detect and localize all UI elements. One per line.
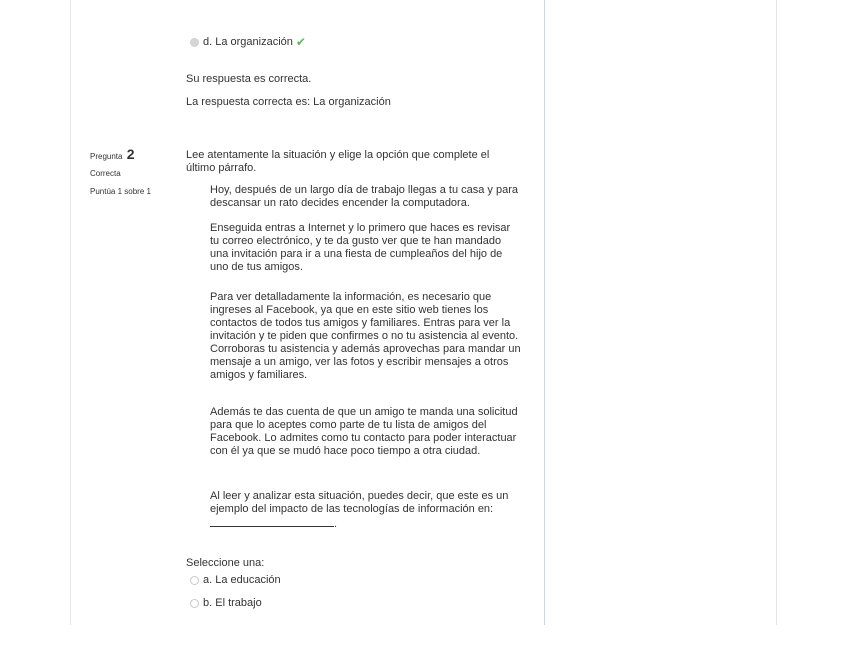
question-label: Pregunta xyxy=(90,152,123,161)
prev-option-d-label: d. La organización xyxy=(203,36,293,48)
checkmark-icon: ✔ xyxy=(295,35,306,49)
option-a[interactable] xyxy=(190,574,281,586)
scenario-paragraph-5-text: Al leer y analizar esta situación, puedes decir, que este es un ejemplo del impacto de las tecnologías de información en: xyxy=(210,490,509,515)
option-b[interactable] xyxy=(190,597,262,609)
question-status: Correcta xyxy=(90,169,121,178)
feedback-correct-answer: La respuesta correcta es: La organización xyxy=(186,96,391,108)
blank-end: . xyxy=(334,518,338,530)
right-column-border xyxy=(776,0,777,625)
question-number-value: 2 xyxy=(126,146,135,162)
scenario-paragraph-3: Para ver detalladamente la información, es necesario que ingreses al Facebook, ya que en este sitio web tienes los contactos de todos tus amigos y familiares. Entras para ver la invitación y te piden que confirmes o no tu asistencia al evento. Corroboras tu asistencia y además aprovechas para mandar un mensaje a un amigo, ver las fotos y escribir mensajes a otros amigos y familiares. xyxy=(210,291,521,381)
scenario-paragraph-4: Además te das cuenta de que un amigo te manda una solicitud para que lo aceptes como parte de tu lista de amigos del Facebook. Lo admites como tu contacto para poder interactuar con él ya que se mudó hace poco tiempo a otra ciudad. xyxy=(210,406,518,457)
question-number xyxy=(90,146,135,162)
prev-option-d[interactable] xyxy=(190,35,306,49)
question-prompt: Lee atentamente la situación y elige la opción que complete el último párrafo. xyxy=(186,149,490,174)
radio-selected-icon[interactable] xyxy=(190,38,199,47)
option-b-label: b. El trabajo xyxy=(203,597,262,609)
left-column-border xyxy=(70,0,71,625)
select-one-label: Seleccione una: xyxy=(186,557,265,569)
scenario-paragraph-1: Hoy, después de un largo día de trabajo llegas a tu casa y para descansar un rato decides encender la computadora. xyxy=(210,184,518,209)
feedback-status: Su respuesta es correcta. xyxy=(186,73,312,85)
scenario-paragraph-5 xyxy=(210,490,522,531)
option-a-label: a. La educación xyxy=(203,574,281,586)
question-score: Puntúa 1 sobre 1 xyxy=(90,187,151,196)
radio-icon[interactable] xyxy=(190,599,199,608)
content-column-border xyxy=(544,0,545,625)
radio-icon[interactable] xyxy=(190,576,199,585)
answer-blank xyxy=(210,516,334,527)
scenario-paragraph-2: Enseguida entras a Internet y lo primero que haces es revisar tu correo electrónico, y te da gusto ver que te han mandado una invitación para ir a una fiesta de cumpleaños del hijo de uno de tus amigos. xyxy=(210,222,511,273)
